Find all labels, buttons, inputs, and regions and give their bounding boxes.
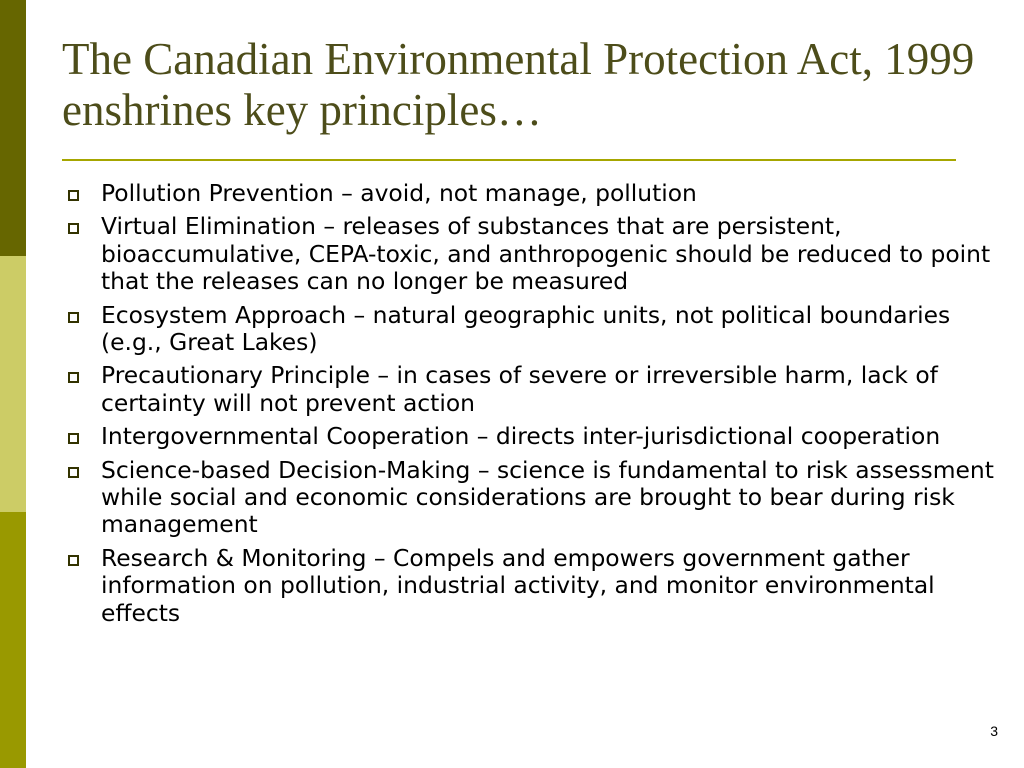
bullet-text: Ecosystem Approach – natural geographic units, not political boundaries (e.g., Great Lakes) (101, 300, 951, 357)
bullet-item (66, 545, 996, 627)
square-bullet-icon (68, 190, 79, 201)
square-bullet-icon (68, 223, 79, 234)
bullet-text: Science-based Decision-Making – science is fundamental to risk assessment while social and economic considerations are brought to bear during risk management (101, 455, 994, 539)
square-bullet-icon (68, 433, 79, 444)
slide-title: The Canadian Environmental Protection Act, 1999 enshrines key principles… (62, 34, 975, 135)
bullet-item (66, 362, 996, 417)
bullet-text: Precautionary Principle – in cases of severe or irreversible harm, lack of certainty will not prevent action (101, 361, 938, 417)
square-bullet-icon (68, 312, 79, 323)
bullet-item (66, 302, 996, 357)
sidebar-decoration (0, 0, 26, 768)
bullet-item (66, 423, 996, 450)
square-bullet-icon (68, 555, 79, 566)
bullet-item (66, 180, 996, 207)
bullet-text: Research & Monitoring – Compels and empowers government gather information on pollution, industrial activity, and monitor environmental effects (101, 543, 935, 627)
bullet-text: Virtual Elimination – releases of substances that are persistent, bioaccumulative, CEPA-toxic, and anthropogenic should be reduced to point that the releases can no longer be measured (101, 212, 991, 296)
sidebar-segment-bottom (0, 512, 26, 768)
sidebar-segment-middle (0, 256, 26, 512)
bullet-item (66, 457, 996, 539)
bullet-list (66, 180, 996, 633)
square-bullet-icon (68, 372, 79, 383)
sidebar-segment-top (0, 0, 26, 256)
bullet-text: Pollution Prevention – avoid, not manage, pollution (101, 179, 697, 207)
square-bullet-icon (68, 467, 79, 478)
title-divider (62, 159, 956, 161)
slide-number: 3 (990, 723, 998, 739)
bullet-item (66, 213, 996, 295)
bullet-text: Intergovernmental Cooperation – directs inter-jurisdictional cooperation (101, 422, 941, 451)
